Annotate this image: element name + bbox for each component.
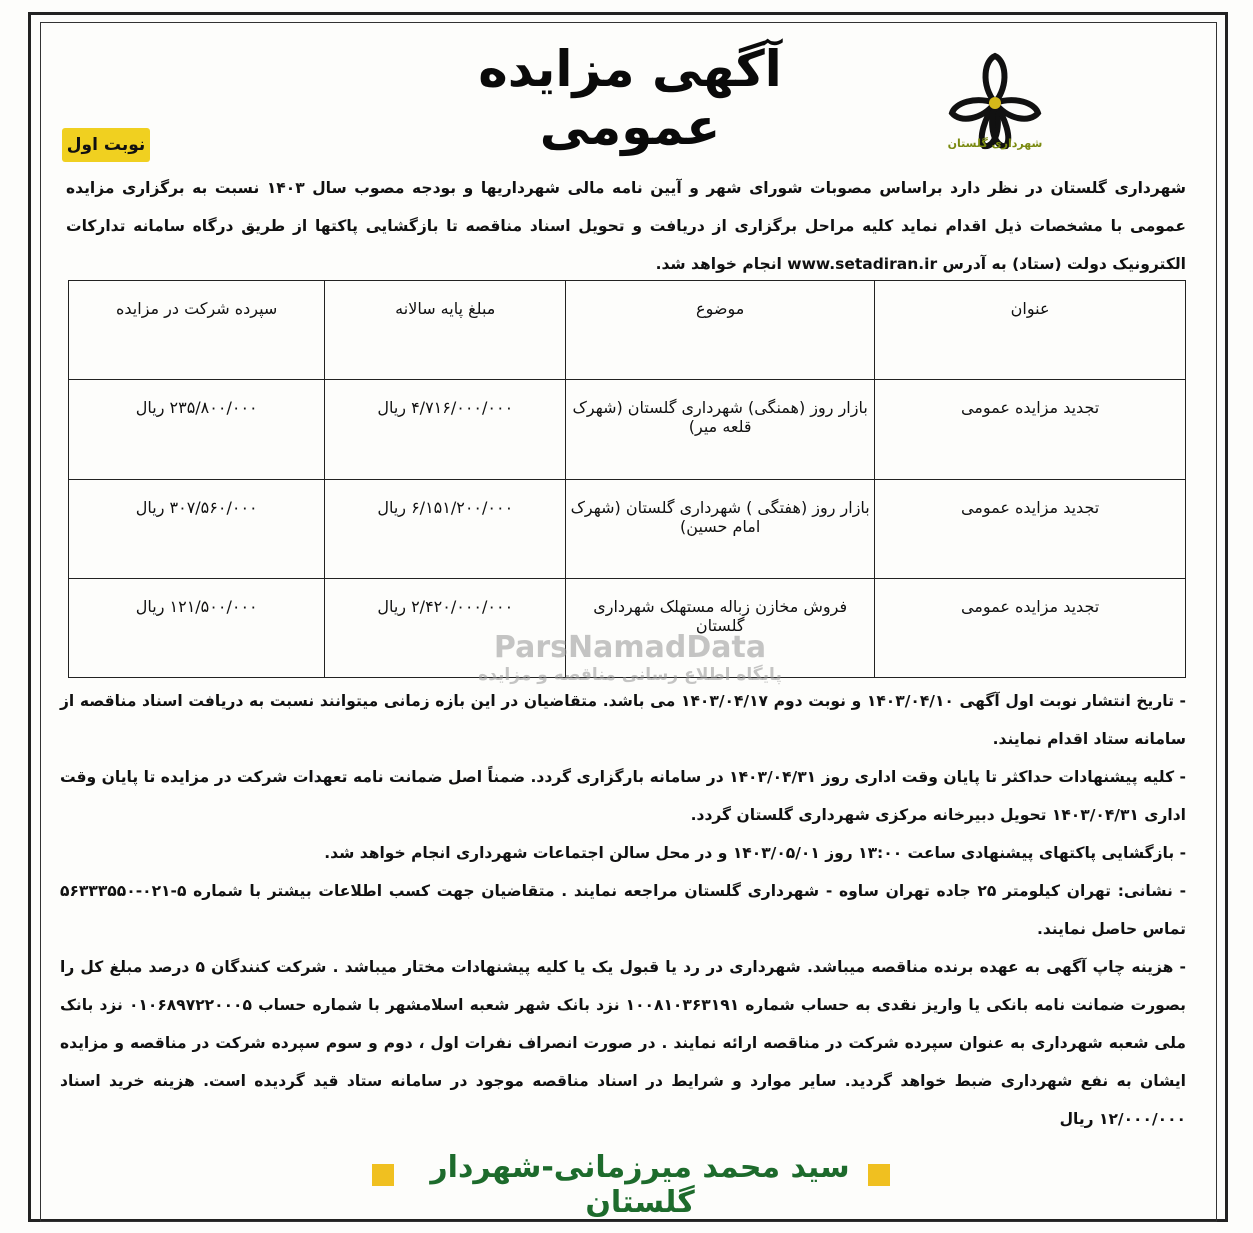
cell-title: تجدید مزایده عمومی [875, 380, 1186, 479]
note-submission-deadline: - کلیه پیشنهادات حداکثر تا پایان وقت اداری روز ۱۴۰۳/۰۴/۳۱ در سامانه بارگزاری گردد. ضمناً اصل ضمانت نامه تعهدات شرکت در مزایده تا پایان وقت اداری ۱۴۰۳/۰۴/۳۱ تحویل دبیرخانه مرکزی شهرداری گلستان گردد. [60, 768, 1186, 824]
cell-deposit: ۲۳۵/۸۰۰/۰۰۰ ریال [69, 380, 325, 479]
logo-caption: شهرداری گلستان [947, 137, 1043, 150]
header-base-price: مبلغ پایه سالانه [325, 281, 566, 380]
round-badge: نوبت اول [62, 128, 150, 162]
notice-title: آگهی مزایده عمومی [478, 40, 782, 156]
footer-square-left [372, 1164, 394, 1186]
auction-table [68, 280, 1186, 678]
header-title: عنوان [875, 281, 1186, 380]
cell-base-price: ۶/۱۵۱/۲۰۰/۰۰۰ ریال [325, 479, 566, 578]
notes-section [60, 682, 1186, 1138]
cell-subject: فروش مخازن زباله مستهلک شهرداری گلستان [566, 578, 875, 677]
note-address: - نشانی: تهران کیلومتر ۲۵ جاده تهران ساوه - شهرداری گلستان مراجعه نمایند . متقاضیان جهت کسب اطلاعات بیشتر با شماره ۵-۰۲۱-۵۶۳۳۳۵۵۰ تماس حاصل نمایند. [60, 882, 1186, 938]
cell-base-price: ۲/۴۲۰/۰۰۰/۰۰۰ ریال [325, 578, 566, 677]
cell-deposit: ۳۰۷/۵۶۰/۰۰۰ ریال [69, 479, 325, 578]
footer-square-right [868, 1164, 890, 1186]
cell-title: تجدید مزایده عمومی [875, 578, 1186, 677]
cell-subject: بازار روز (همنگی) شهرداری گلستان (شهرک قلعه میر) [566, 380, 875, 479]
watermark-subtitle: پایگاه اطلاع رسانی مناقصه و مزایده [478, 665, 782, 685]
table-row [69, 479, 1186, 578]
header-subject: موضوع [566, 281, 875, 380]
header-deposit: سپرده شرکت در مزایده [69, 281, 325, 380]
cell-title: تجدید مزایده عمومی [875, 479, 1186, 578]
note-costs-guarantee: - هزینه چاپ آگهی به عهده برنده مناقصه میباشد. شهرداری در رد یا قبول یک یا کلیه پیشنهادات مختار میباشد . شرکت کنندگان ۵ درصد مبلغ کل را بصورت ضمانت نامه بانکی یا واریز نقدی به حساب شماره ۱۰۰۸۱۰۳۶۳۱۹۱ نزد بانک شهر شعبه اسلامشهر با شماره حساب ۰۱۰۶۸۹۷۲۲۰۰۰۵ نزد بانک ملی شعبه شهرداری به عنوان سپرده شرکت در مناقصه ارائه نمایند . در صورت انصراف نفرات اول ، دوم و سوم سپرده شرکت در مناقصه و مزایده ایشان به نفع شهرداری ضبط خواهد گردید. سایر موارد و شرایط در اسناد مناقصه موجود در سامانه ستاد قید گردیده است. هزینه خرید اسناد ۱۲/۰۰۰/۰۰۰ ریال [60, 958, 1186, 1128]
cell-base-price: ۴/۷۱۶/۰۰۰/۰۰۰ ریال [325, 380, 566, 479]
table-row [69, 380, 1186, 479]
signature-line: سید محمد میرزمانی-شهردار گلستان [430, 1150, 850, 1220]
watermark-brand: ParsNamadData [493, 630, 767, 665]
intro-paragraph: شهرداری گلستان در نظر دارد براساس مصوبات شورای شهر و آیین نامه مالی شهرداریها و بودجه مصوب سال ۱۴۰۳ نسبت به برگزاری مزایده عمومی با مشخصات ذیل اقدام نماید کلیه مراحل برگزاری از دریافت و تحویل اسناد مناقصه تا بازگشایی پاکتها از طریق درگاه سامانه تدارکات الکترونیک دولت (ستاد) به آدرس www.setadiran.ir انجام خواهد شد. [66, 179, 1187, 273]
note-opening-time: - بازگشایی پاکتهای پیشنهادی ساعت ۱۳:۰۰ روز ۱۴۰۳/۰۵/۰۱ و در محل سالن اجتماعات شهرداری انجام خواهد شد. [324, 844, 1186, 862]
note-publication-dates: - تاریخ انتشار نوبت اول آگهی ۱۴۰۳/۰۴/۱۰ و نوبت دوم ۱۴۰۳/۰۴/۱۷ می باشد. متقاضیان در این بازه زمانی میتوانند نسبت به دریافت اسناد مناقصه از سامانه ستاد اقدام نمایند. [60, 692, 1186, 748]
table-header-row [69, 281, 1186, 380]
cell-subject: بازار روز (هفتگی ) شهرداری گلستان (شهرک امام حسین) [566, 479, 875, 578]
cell-deposit: ۱۲۱/۵۰۰/۰۰۰ ریال [69, 578, 325, 677]
watermark [440, 630, 820, 685]
